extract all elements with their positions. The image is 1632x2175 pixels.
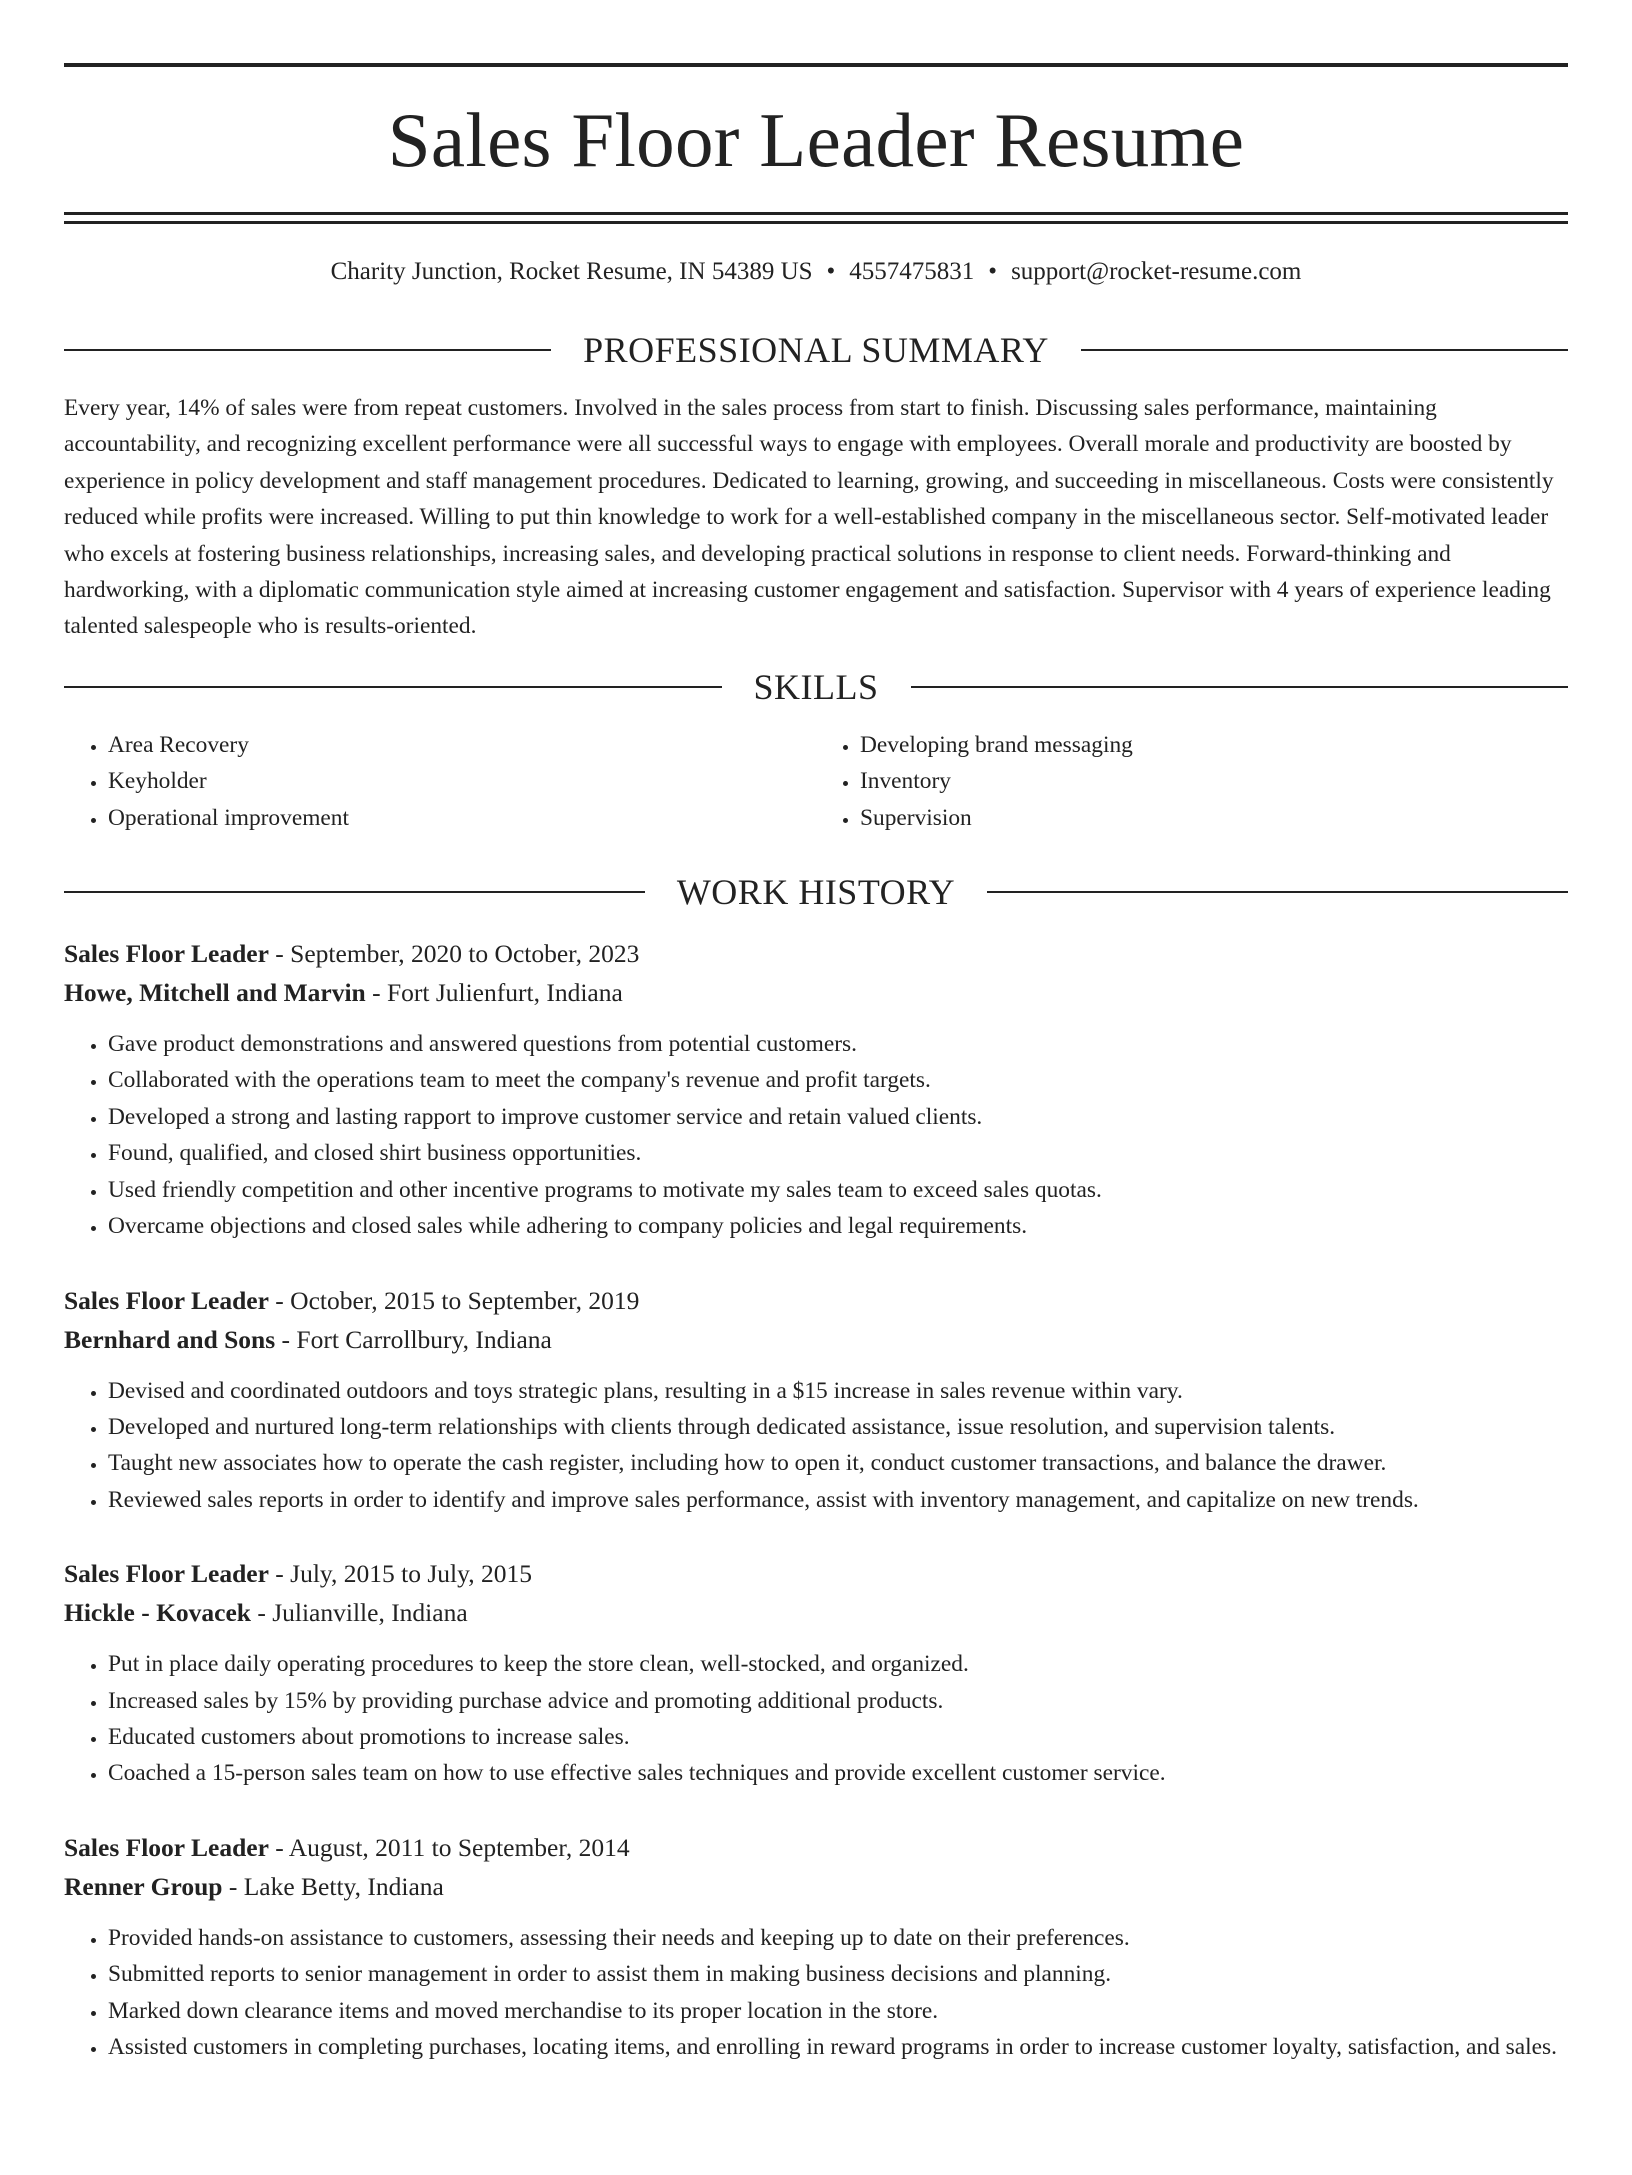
- job-dates: - July, 2015 to July, 2015: [268, 1559, 532, 1589]
- page-title: Sales Floor Leader Resume: [387, 97, 1245, 183]
- job-entry: [64, 1828, 1568, 2066]
- job-bullet: • Marked down clearance items and moved merchandise to its proper location in the store.: [108, 1993, 1568, 2029]
- job-bullet: • Devised and coordinated outdoors and toys strategic plans, resulting in a $15 increase in sales revenue within vary.: [108, 1373, 1568, 1409]
- skills-column-left: [64, 727, 816, 836]
- section-rule-left: [64, 891, 645, 893]
- job-bullet: • Reviewed sales reports in order to identify and improve sales performance, assist with inventory management, and capitalize on new trends.: [108, 1482, 1568, 1518]
- summary-section-title: PROFESSIONAL SUMMARY: [583, 330, 1049, 370]
- job-bullet: • Provided hands-on assistance to customers, assessing their needs and keeping up to date on their preferences.: [108, 1920, 1568, 1956]
- job-location: - Lake Betty, Indiana: [222, 1871, 444, 1901]
- job-location: - Fort Julienfurt, Indiana: [365, 978, 623, 1008]
- title-double-rule: [64, 212, 1568, 224]
- job-bullet: • Submitted reports to senior management in order to assist them in making business decisions and planning.: [108, 1956, 1568, 1992]
- job-title-line: [64, 1828, 1568, 1867]
- job-company: Howe, Mitchell and Marvin: [64, 978, 366, 1008]
- section-rule-right: [987, 891, 1568, 893]
- job-bullet: • Overcame objections and closed sales while adhering to company policies and legal requirements.: [108, 1208, 1568, 1244]
- section-rule-right: [911, 686, 1569, 688]
- contact-phone: 4557475831: [849, 258, 975, 285]
- job-dates: - October, 2015 to September, 2019: [268, 1285, 640, 1315]
- section-rule-left: [64, 349, 551, 351]
- job-bullet: • Taught new associates how to operate the cash register, including how to open it, conduct customer transactions, and balance the drawer.: [108, 1445, 1568, 1481]
- job-bullets: [64, 1373, 1568, 1519]
- job-entry: [64, 1281, 1568, 1519]
- top-rule: [64, 63, 1568, 67]
- job-company-line: [64, 1593, 1568, 1632]
- job-bullets: [64, 1920, 1568, 2066]
- skills-list: [64, 727, 1568, 836]
- contact-address: Charity Junction, Rocket Resume, IN 54389 US: [330, 258, 813, 285]
- job-title-line: [64, 1554, 1568, 1593]
- summary-text: Every year, 14% of sales were from repeat customers. Involved in the sales process from start to finish. Discussing sales performance, maintaining accountability, and recognizing excellent performance were all successful ways to engage with employees. Overall morale and productivity are boosted by experience in policy development and staff management procedures. Dedicated to learning, growing, and succeeding in miscellaneous. Costs were consistently reduced while profits were increased. Willing to put thin knowledge to work for a well-established company in the miscellaneous sector. Self-motivated leader who excels at fostering business relationships, increasing sales, and developing practical solutions in response to client needs. Forward-thinking and hardworking, with a diplomatic communication style aimed at increasing customer engagement and satisfaction. Supervisor with 4 years of experience leading talented salespeople who is results-oriented.: [64, 395, 1554, 640]
- job-bullet: • Increased sales by 15% by providing purchase advice and promoting additional products.: [108, 1683, 1568, 1719]
- job-bullet: • Coached a 15-person sales team on how to use effective sales techniques and provide excellent customer service.: [108, 1755, 1568, 1791]
- skills-section-title: SKILLS: [753, 666, 879, 707]
- job-bullet: • Developed and nurtured long-term relationships with clients through dedicated assistance, issue resolution, and supervision talents.: [108, 1409, 1568, 1445]
- skills-section-header: [64, 666, 1568, 707]
- job-bullet: • Assisted customers in completing purchases, locating items, and enrolling in reward programs in order to increase customer loyalty, satisfaction, and sales.: [108, 2029, 1568, 2065]
- work-section-header: [64, 872, 1568, 913]
- job-bullet: • Gave product demonstrations and answered questions from potential customers.: [108, 1026, 1568, 1062]
- contact-email: support@rocket-resume.com: [1011, 258, 1302, 285]
- section-rule-right: [1081, 349, 1568, 351]
- job-company: Hickle - Kovacek: [64, 1598, 251, 1628]
- job-title-line: [64, 934, 1568, 973]
- job-company-line: [64, 973, 1568, 1012]
- resume-page: [0, 63, 1632, 2175]
- section-rule-left: [64, 686, 722, 688]
- job-dates: - September, 2020 to October, 2023: [268, 939, 640, 969]
- skill-item: • Supervision: [860, 800, 1568, 836]
- contact-separator: •: [988, 258, 998, 285]
- job-title-line: [64, 1281, 1568, 1320]
- job-company: Bernhard and Sons: [64, 1324, 276, 1354]
- skills-column-right: [816, 727, 1568, 836]
- skill-item: • Developing brand messaging: [860, 727, 1568, 763]
- job-title: Sales Floor Leader: [64, 1832, 269, 1862]
- job-title: Sales Floor Leader: [64, 1559, 269, 1589]
- job-bullet: • Used friendly competition and other incentive programs to motivate my sales team to exceed sales quotas.: [108, 1172, 1568, 1208]
- job-bullet: • Educated customers about promotions to increase sales.: [108, 1719, 1568, 1755]
- work-section-title: WORK HISTORY: [676, 872, 956, 913]
- job-company-line: [64, 1867, 1568, 1906]
- skill-item: • Operational improvement: [108, 800, 816, 836]
- job-bullets: [64, 1646, 1568, 1792]
- job-company-line: [64, 1320, 1568, 1359]
- job-entry: [64, 1554, 1568, 1792]
- job-location: - Fort Carrollbury, Indiana: [275, 1324, 552, 1354]
- skill-item: • Area Recovery: [108, 727, 816, 763]
- job-location: - Julianville, Indiana: [250, 1598, 468, 1628]
- job-company: Renner Group: [64, 1871, 223, 1901]
- contact-separator: •: [826, 258, 836, 285]
- summary-section-header: [64, 332, 1568, 368]
- job-entry: [64, 934, 1568, 1244]
- job-bullet: • Developed a strong and lasting rapport to improve customer service and retain valued clients.: [108, 1099, 1568, 1135]
- contact-line: [64, 259, 1568, 284]
- skill-item: • Keyholder: [108, 763, 816, 799]
- job-bullet: • Found, qualified, and closed shirt business opportunities.: [108, 1135, 1568, 1171]
- job-bullet: • Put in place daily operating procedures to keep the store clean, well-stocked, and organized.: [108, 1646, 1568, 1682]
- job-dates: - August, 2011 to September, 2014: [268, 1832, 630, 1862]
- job-bullet: • Collaborated with the operations team to meet the company's revenue and profit targets.: [108, 1062, 1568, 1098]
- skill-item: • Inventory: [860, 763, 1568, 799]
- job-bullets: [64, 1026, 1568, 1244]
- job-title: Sales Floor Leader: [64, 1285, 269, 1315]
- job-title: Sales Floor Leader: [64, 939, 269, 969]
